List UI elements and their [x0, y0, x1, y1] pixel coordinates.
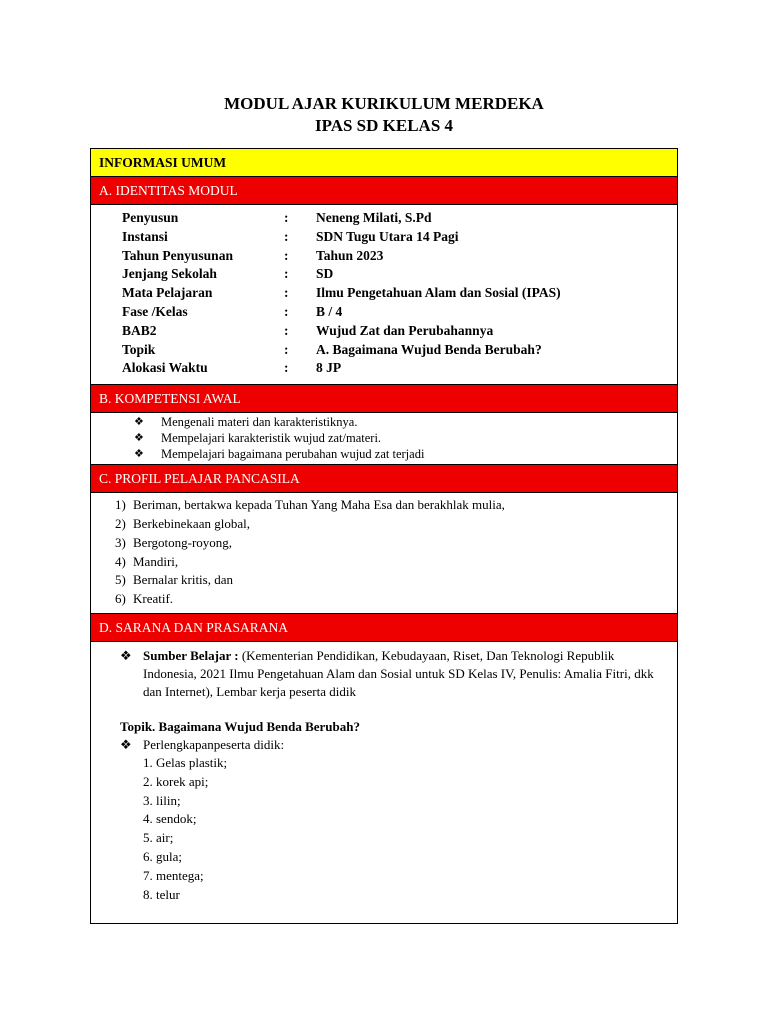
identitas-value: SDN Tugu Utara 14 Pagi — [316, 228, 459, 244]
identitas-value: Ilmu Pengetahuan Alam dan Sosial (IPAS) — [316, 285, 561, 301]
profil-item — [91, 534, 677, 553]
identitas-value: A. Bagaimana Wujud Benda Berubah? — [316, 341, 542, 357]
identitas-label: Penyusun — [122, 210, 179, 225]
identitas-separator: : — [284, 360, 289, 376]
profil-number: 4) — [115, 553, 126, 569]
diamond-bullet-icon: ❖ — [134, 448, 144, 461]
document-title — [0, 93, 768, 137]
identitas-row — [91, 341, 677, 360]
identitas-row — [91, 303, 677, 322]
identitas-row — [91, 322, 677, 341]
sumber-belajar-item — [91, 647, 677, 701]
tool-item: 8. telur — [143, 886, 180, 902]
identitas-row — [91, 228, 677, 247]
identitas-separator: : — [284, 210, 289, 225]
kompetensi-item — [91, 446, 677, 462]
perlengkapan-item — [91, 736, 677, 754]
module-table — [90, 148, 678, 924]
identitas-separator: : — [284, 247, 289, 263]
kompetensi-section — [91, 413, 677, 465]
identitas-label: Tahun Penyusunan — [122, 247, 233, 263]
identitas-separator: : — [284, 322, 289, 338]
tool-item: 7. mentega; — [143, 867, 204, 883]
identitas-separator: : — [284, 285, 289, 301]
title-line-1: MODUL AJAR KURIKULUM MERDEKA — [224, 94, 544, 113]
kompetensi-text: Mempelajari karakteristik wujud zat/materi. — [161, 431, 382, 446]
tool-item: 2. korek api; — [143, 773, 209, 789]
section-header-informasi-umum: INFORMASI UMUM — [91, 149, 677, 177]
identitas-label: Alokasi Waktu — [122, 360, 208, 376]
profil-item — [91, 515, 677, 534]
identitas-value: Tahun 2023 — [316, 247, 384, 263]
diamond-bullet-icon: ❖ — [120, 647, 132, 663]
tool-item: 3. lilin; — [143, 792, 181, 808]
section-header-kompetensi: B. KOMPETENSI AWAL — [91, 385, 677, 413]
identitas-value: Wujud Zat dan Perubahannya — [316, 322, 494, 338]
title-line-2: IPAS SD KELAS 4 — [314, 116, 454, 135]
profil-number: 3) — [115, 534, 126, 550]
profil-text: Beriman, bertakwa kepada Tuhan Yang Maha Esa dan berakhlak mulia, — [133, 497, 505, 513]
identitas-row — [91, 209, 677, 228]
identitas-separator: : — [284, 303, 289, 319]
tool-item: 4. sendok; — [143, 811, 197, 827]
profil-number: 6) — [115, 591, 126, 607]
kompetensi-item — [91, 430, 677, 446]
identitas-row — [91, 359, 677, 378]
kompetensi-text: Mempelajari bagaimana perubahan wujud zat terjadi — [161, 447, 425, 462]
identitas-separator: : — [284, 228, 289, 244]
profil-text: Kreatif. — [133, 591, 174, 607]
kompetensi-text: Mengenali materi dan karakteristiknya. — [161, 415, 358, 430]
profil-text: Berkebinekaan global, — [133, 515, 250, 531]
identitas-value: 8 JP — [316, 360, 342, 376]
identitas-separator: : — [284, 341, 289, 357]
tool-item: 5. air; — [143, 830, 174, 846]
profil-item — [91, 590, 677, 609]
sarana-section — [91, 642, 677, 923]
identitas-row — [91, 284, 677, 303]
profil-text: Bernalar kritis, dan — [133, 572, 233, 588]
identitas-value: SD — [316, 266, 334, 282]
section-header-identitas: A. IDENTITAS MODUL — [91, 177, 677, 205]
identitas-label: Topik — [122, 341, 156, 357]
identitas-label: Jenjang Sekolah — [122, 266, 217, 282]
sumber-belajar-label: Sumber Belajar : — [143, 647, 239, 663]
identitas-value: B / 4 — [316, 303, 343, 319]
profil-item — [91, 496, 677, 515]
identitas-label: Mata Pelajaran — [122, 285, 213, 301]
identitas-row — [91, 247, 677, 266]
profil-number: 2) — [115, 515, 126, 531]
identitas-label: Fase /Kelas — [122, 303, 188, 319]
diamond-bullet-icon: ❖ — [120, 736, 132, 752]
identitas-section — [91, 205, 677, 385]
identitas-label: Instansi — [122, 228, 168, 244]
profil-section — [91, 493, 677, 614]
tools-list — [91, 754, 677, 904]
topik-heading: Topik. Bagaimana Wujud Benda Berubah? — [120, 718, 360, 734]
tool-item: 6. gula; — [143, 848, 182, 864]
identitas-row — [91, 265, 677, 284]
diamond-bullet-icon: ❖ — [134, 416, 144, 429]
sumber-belajar-text: (Kementerian Pendidikan, Kebudayaan, Riset, Dan Teknologi Republik Indonesia, 2021 Ilmu Pengetahuan Alam dan Sosial untuk SD Kelas IV, Penulis: Amalia Fitri, dkk dan Internet), Lembar kerja peserta didik — [143, 647, 654, 699]
identitas-label: BAB2 — [122, 322, 157, 338]
identitas-value: Neneng Milati, S.Pd — [316, 210, 432, 225]
profil-text: Mandiri, — [133, 553, 179, 569]
kompetensi-item — [91, 414, 677, 430]
identitas-separator: : — [284, 266, 289, 282]
profil-number: 5) — [115, 572, 126, 588]
section-header-profil: C. PROFIL PELAJAR PANCASILA — [91, 465, 677, 493]
tool-item: 1. Gelas plastik; — [143, 754, 228, 770]
diamond-bullet-icon: ❖ — [134, 432, 144, 445]
profil-item — [91, 553, 677, 572]
profil-number: 1) — [115, 497, 126, 513]
profil-text: Bergotong-royong, — [133, 534, 233, 550]
section-header-sarana: D. SARANA DAN PRASARANA — [91, 614, 677, 642]
perlengkapan-label: Perlengkapanpeserta didik: — [143, 736, 285, 752]
profil-item — [91, 571, 677, 590]
